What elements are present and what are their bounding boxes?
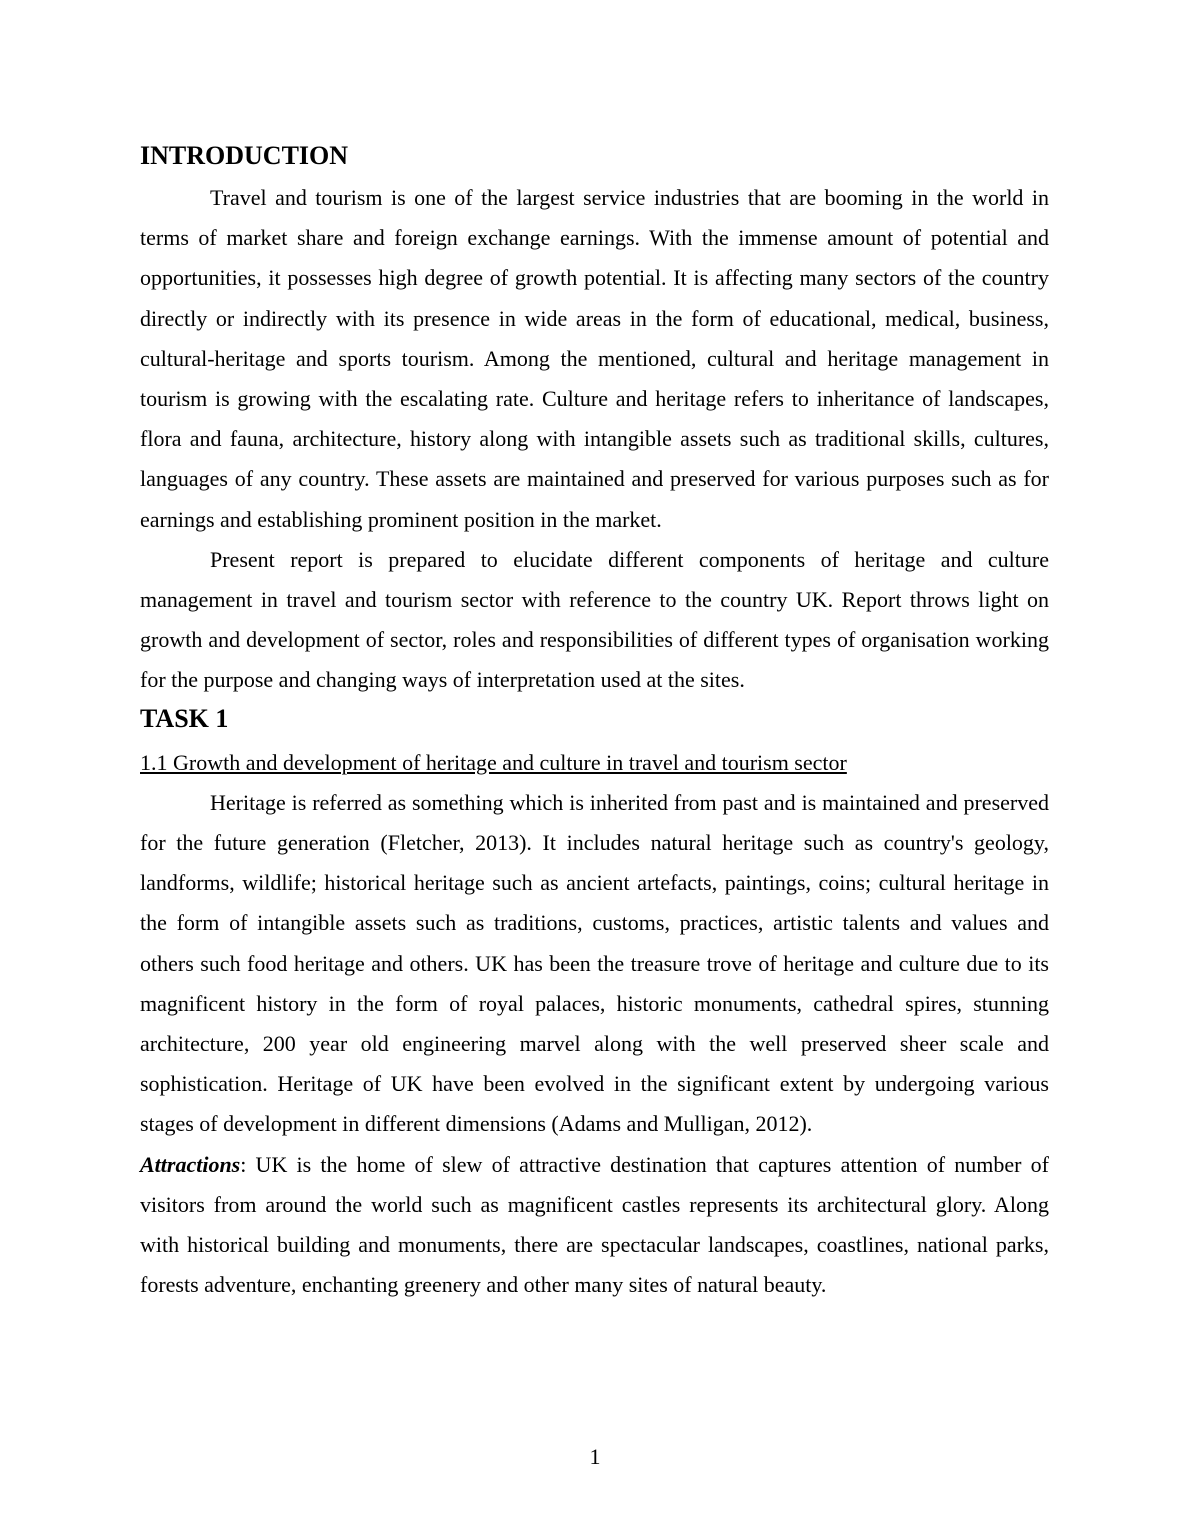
attractions-paragraph	[140, 1145, 1049, 1306]
page-content	[140, 138, 1049, 1305]
page-number: 1	[589, 1444, 601, 1469]
introduction-heading: INTRODUCTION	[140, 141, 349, 170]
task1-heading: TASK 1	[140, 703, 229, 733]
task1-subheading: 1.1 Growth and development of heritage and culture in travel and tourism sector	[140, 749, 847, 775]
attractions-term: Attractions	[140, 1151, 241, 1177]
introduction-paragraph-2: Present report is prepared to elucidate different components of heritage and culture management in travel and tourism sector with reference to the country UK. Report throws light on growth and development of sector, roles and responsibilities of different types of organisation working for the purpose and changing ways of interpretation used at the sites.	[140, 546, 1049, 693]
heritage-paragraph: Heritage is referred as something which is inherited from past and is maintained and preserved for the future generation (Fletcher, 2013). It includes natural heritage such as country's geology, landforms, wildlife; historical heritage such as ancient artefacts, paintings, coins; cultural heritage in the form of intangible assets such as traditions, customs, practices, artistic talents and values and others such food heritage and others. UK has been the treasure trove of heritage and culture due to its magnificent history in the form of royal palaces, historic monuments, cathedral spires, stunning architecture, 200 year old engineering marvel along with the well preserved sheer scale and sophistication. Heritage of UK have been evolved in the significant extent by undergoing various stages of development in different dimensions (Adams and Mulligan, 2012).	[140, 789, 1049, 1137]
attractions-text: : UK is the home of slew of attractive destination that captures attention of number of visitors from around the world such as magnificent castles represents its architectural glory. Along with historical building and monuments, there are spectacular landscapes, coastlines, national parks, forests adventure, enchanting greenery and other many sites of natural beauty.	[140, 1151, 1049, 1298]
introduction-paragraph-1: Travel and tourism is one of the largest service industries that are booming in the world in terms of market share and foreign exchange earnings. With the immense amount of potential and opportunities, it possesses high degree of growth potential. It is affecting many sectors of the country directly or indirectly with its presence in wide areas in the form of educational, medical, business, cultural-heritage and sports tourism. Among the mentioned, cultural and heritage management in tourism is growing with the escalating rate. Culture and heritage refers to inheritance of landscapes, flora and fauna, architecture, history along with intangible assets such as traditional skills, cultures, languages of any country. These assets are maintained and preserved for various purposes such as for earnings and establishing prominent position in the market.	[140, 185, 1049, 532]
